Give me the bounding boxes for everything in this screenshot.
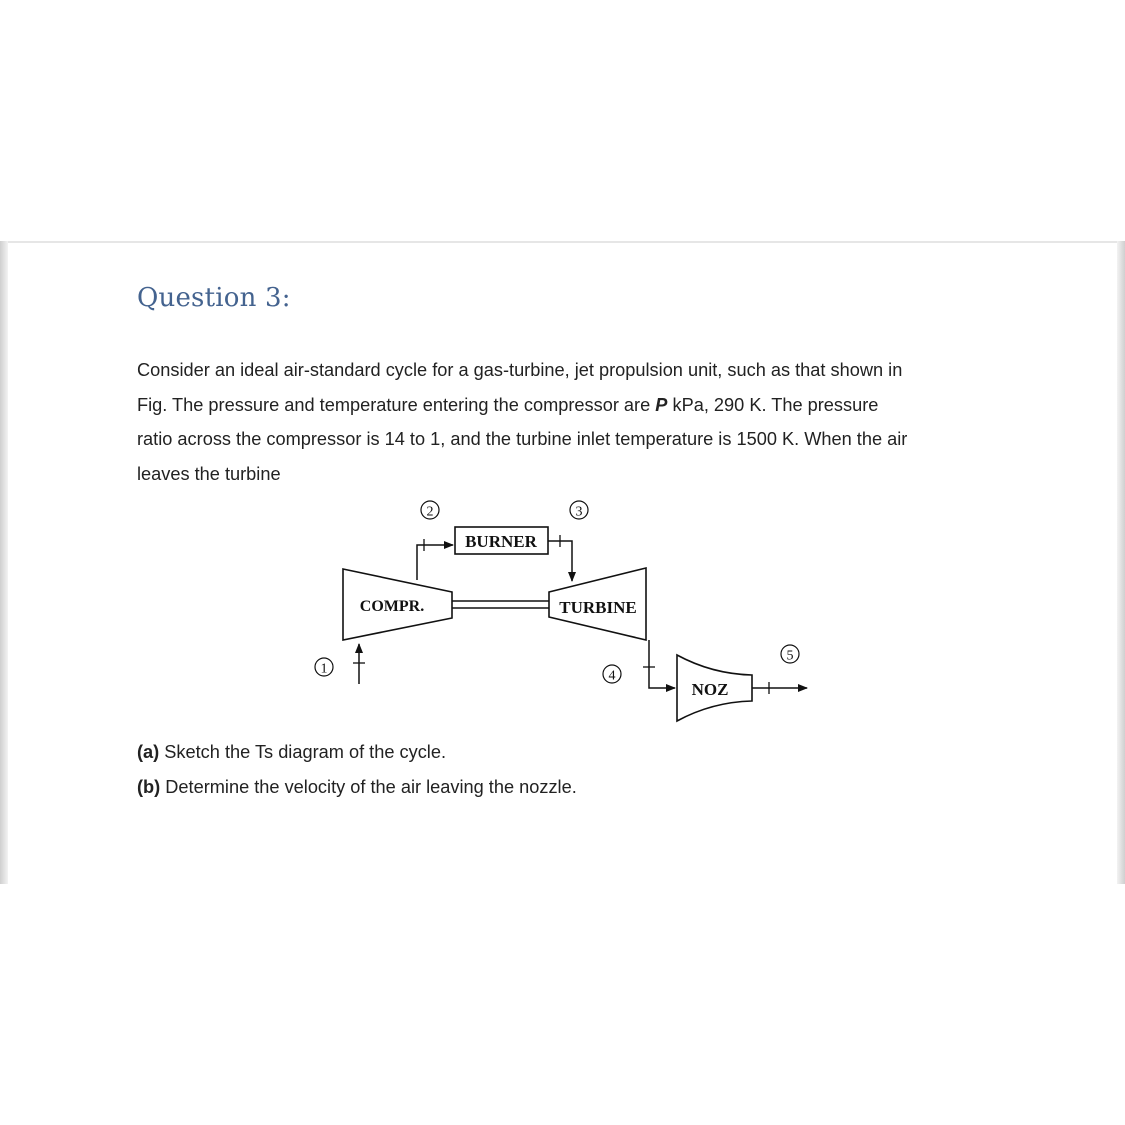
state-3-label: 3 [575, 504, 583, 520]
sub-question-b [137, 770, 577, 805]
state-1-label: 1 [320, 661, 328, 677]
page-right-shadow [1117, 241, 1125, 884]
shaft [452, 601, 549, 608]
flow-turbine-to-nozzle [643, 640, 675, 688]
sub-question-b-tag: (b) [137, 777, 161, 797]
state-marker-2 [421, 501, 439, 520]
state-2-label: 2 [426, 504, 434, 520]
turbine-label: TURBINE [559, 598, 637, 617]
jet-engine-diagram [300, 490, 820, 730]
statement-line-3: ratio across the compressor is 14 to 1, and the turbine inlet temperature is 1500 K. When the air [137, 429, 908, 450]
statement-line-2-end: kPa, 290 K. The pressure [667, 394, 879, 415]
compressor [343, 569, 452, 640]
flow-burner-to-turbine [548, 535, 572, 581]
sub-question-a-tag: (a) [137, 742, 160, 762]
state-marker-1 [315, 658, 333, 677]
flow-compressor-to-burner [417, 539, 453, 580]
problem-statement [137, 353, 997, 491]
state-5-label: 5 [786, 648, 794, 664]
nozzle [677, 655, 752, 721]
flow-inlet [353, 644, 365, 684]
sub-question-a-text: Sketch the Ts diagram of the cycle. [159, 742, 446, 762]
state-marker-3 [570, 501, 588, 520]
question-heading: Question 3: [137, 283, 291, 313]
sub-question-b-text: Determine the velocity of the air leaving the nozzle. [160, 777, 577, 797]
state-marker-4 [603, 665, 621, 684]
turbine [549, 568, 646, 640]
flow-exit [752, 682, 807, 694]
statement-line-2-start: Fig. The pressure and temperature entering the compressor are [137, 394, 656, 415]
nozzle-label: NOZ [691, 680, 729, 699]
page-left-shadow [0, 241, 8, 884]
state-4-label: 4 [608, 668, 616, 684]
burner-label: BURNER [465, 532, 537, 551]
page-top-edge [0, 241, 1125, 243]
compressor-label: COMPR. [359, 598, 425, 615]
pressure-variable: P [655, 394, 668, 415]
burner [455, 527, 548, 554]
statement-line-2 [137, 388, 997, 423]
statement-line-4: leaves the turbine [137, 463, 281, 484]
sub-questions [137, 735, 577, 805]
statement-line-1: Consider an ideal air-standard cycle for a gas-turbine, jet propulsion unit, such as that shown in [137, 360, 903, 380]
sub-question-a [137, 735, 577, 770]
state-marker-5 [781, 645, 799, 664]
